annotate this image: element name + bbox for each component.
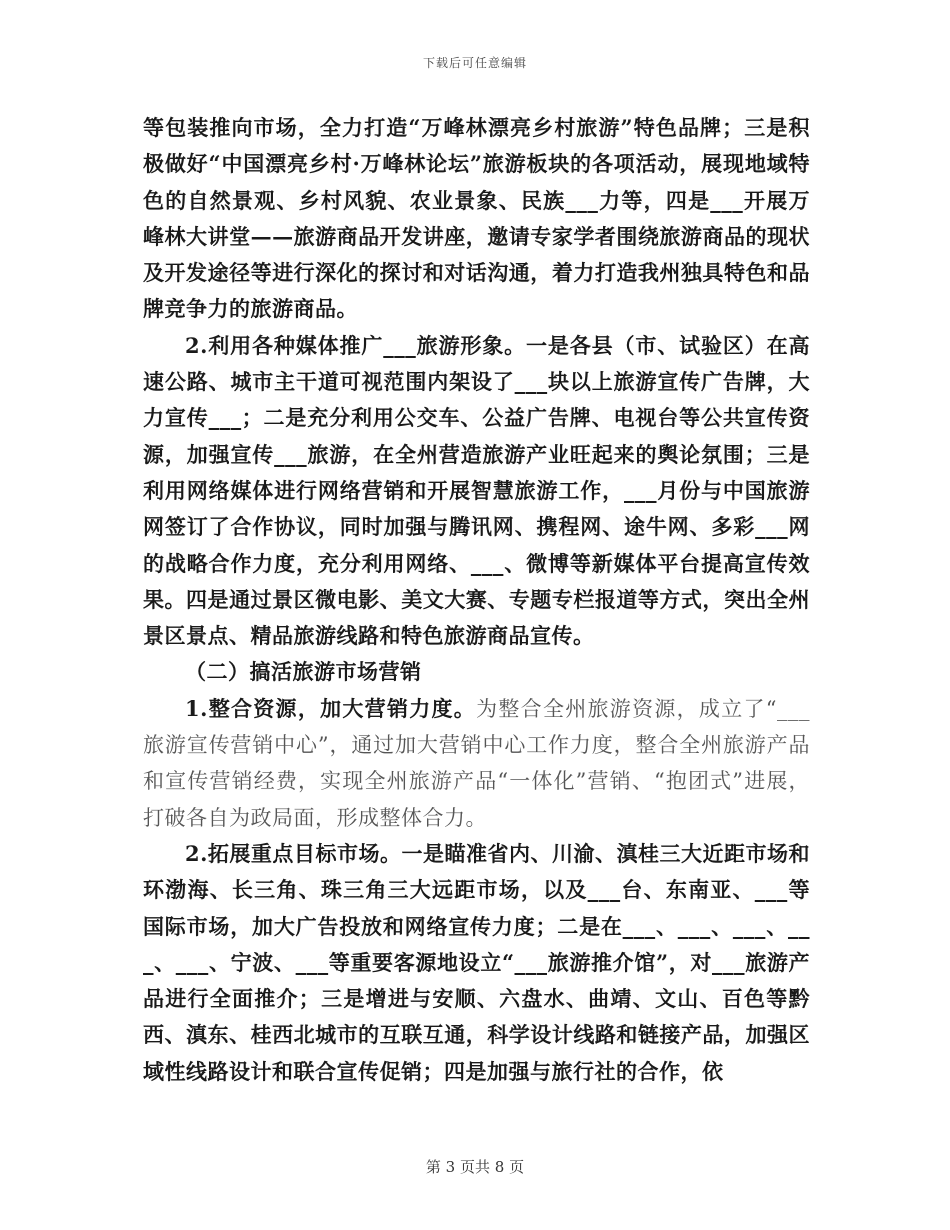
document-body xyxy=(143,110,810,1090)
paragraph-1: 等包装推向市场，全力打造“万峰林漂亮乡村旅游”特色品牌；三是积极做好“中国漂亮乡村·万峰林论坛”旅游板块的各项活动，展现地域特色的自然景观、乡村风貌、农业景象、民族___力等，四是___开展万峰林大讲堂——旅游商品开发讲座，邀请专家学者围绕旅游商品的现状及开发途径等进行深化的探讨和对话沟通，着力打造我州独具特色和品牌竞争力的旅游商品。 xyxy=(143,115,810,322)
paragraph-3 xyxy=(143,691,810,836)
page-header: 下载后可任意编辑 xyxy=(422,56,527,70)
paragraph-3-lead: 1.整合资源，加大营销力度。 xyxy=(185,695,477,721)
page-footer: 第 3 页共 8 页 xyxy=(425,1158,525,1176)
paragraph-4: 2.拓展重点目标市场。一是瞄准省内、川渝、滇桂三大近距市场和环渤海、长三角、珠三角三大远距市场，以及___台、东南亚、___等国际市场，加大广告投放和网络宣传力度；二是在___、___、___、___、___、宁波、___等重要客源地设立“___旅游推介馆”，对___旅游产品进行全面推介；三是增进与安顺、六盘水、曲靖、文山、百色等黔西、滇东、桂西北城市的互联互通，科学设计线路和链接产品，加强区域性线路设计和联合宣传促销；四是加强与旅行社的合作，依 xyxy=(143,840,810,1084)
paragraph-2: 2.利用各种媒体推广___旅游形象。一是各县（市、试验区）在高速公路、城市主干道可视范围内架设了___块以上旅游宣传广告牌，大力宣传___；二是充分利用公交车、公益广告牌、电视台等公共宣传资源，加强宣传___旅游，在全州营造旅游产业旺起来的舆论氛围；三是利用网络媒体进行网络营销和开展智慧旅游工作，___月份与中国旅游网签订了合作协议，同时加强与腾讯网、携程网、途牛网、多彩___网的战略合作力度，充分利用网络、___、微博等新媒体平台提高宣传效果。四是通过景区微电影、美文大赛、专题专栏报道等方式，突出全州景区景点、精品旅游线路和特色旅游商品宣传。 xyxy=(143,332,810,649)
section-heading-2: （二）搞活旅游市场营销 xyxy=(185,659,422,685)
paragraph-3-body: 为整合全州旅游资源，成立了“___旅游宣传营销中心”，通过加大营销中心工作力度，整合全州旅游产品和宣传营销经费，实现全州旅游产品“一体化”营销、“抱团式”进展，打破各自为政局面，形成整体合力。 xyxy=(143,696,810,830)
